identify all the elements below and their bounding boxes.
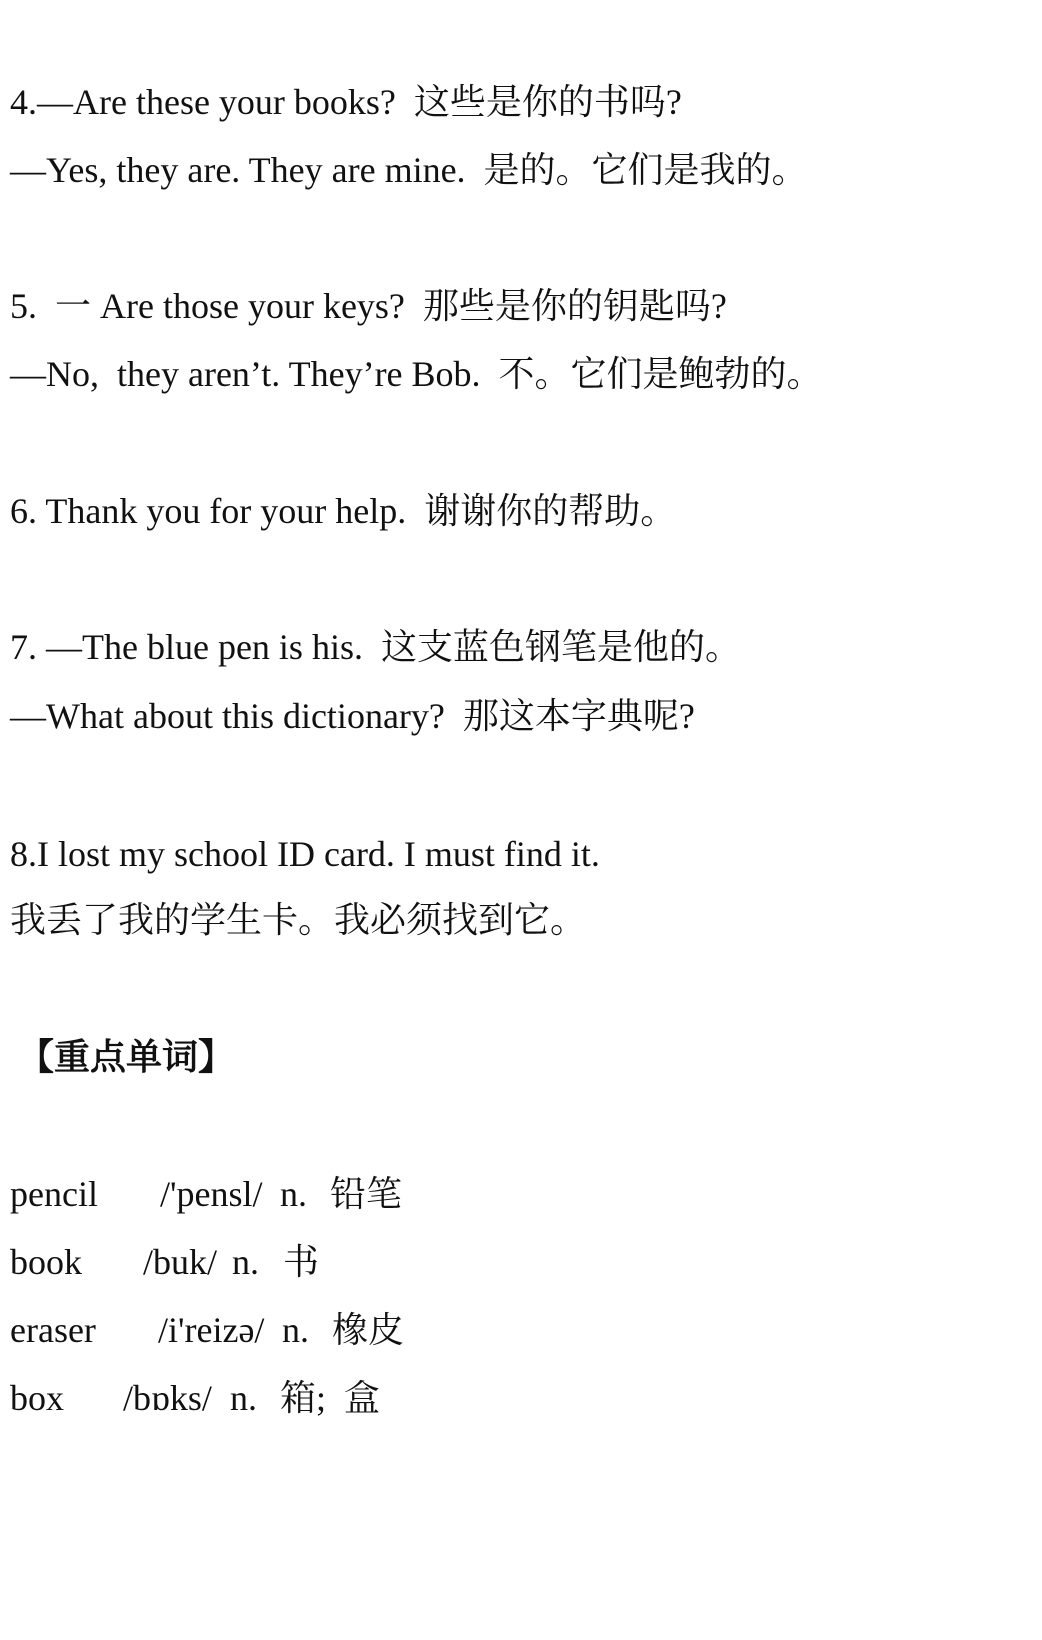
vocab-meaning: 书 [283,1242,320,1282]
vocab-meaning: 箱; 盒 [280,1378,381,1418]
vocab-heading: 【重点单词】 [18,1037,235,1078]
vocab-phonetic: /bɒks/ [123,1378,212,1418]
vocab-pos: n. [232,1242,259,1282]
sentence-8-chinese: 我丢了我的学生卡。我必须找到它。 [10,900,587,940]
vocab-word: pencil [10,1174,98,1214]
vocab-word: book [10,1242,82,1282]
vocab-row-book [10,1240,610,1284]
sentence-6-text: 6. Thank you for your help. 谢谢你的帮助。 [10,491,677,531]
sentence-4-answer: —Yes, they are. They are mine. 是的。它们是我的。 [10,150,808,190]
sentence-7-statement: 7. —The blue pen is his. 这支蓝色钢笔是他的。 [10,627,741,667]
vocab-phonetic: /i'reizə/ [158,1310,265,1350]
vocab-phonetic: /buk/ [143,1242,218,1282]
sentence-4-question: 4.—Are these your books? 这些是你的书吗? [10,82,682,122]
vocab-pos: n. [280,1174,307,1214]
sentence-7-question: —What about this dictionary? 那这本字典呢? [10,696,695,736]
vocab-phonetic: /'pensl/ [160,1174,263,1214]
vocab-row-eraser [10,1308,610,1352]
vocab-meaning: 橡皮 [332,1310,405,1350]
vocab-pos: n. [282,1310,309,1350]
sentence-8-english: 8.I lost my school ID card. I must find it. [10,834,600,874]
vocab-meaning: 铅笔 [330,1174,403,1214]
vocab-row-box [10,1376,610,1420]
sentence-5-question: 5. 一 Are those your keys? 那些是你的钥匙吗? [10,286,727,326]
vocab-word: eraser [10,1310,96,1350]
vocab-row-pencil [10,1172,610,1216]
vocab-word: box [10,1378,64,1418]
sentence-5-answer: —No, they aren’t. They’re Bob. 不。它们是鲍勃的。 [10,354,823,394]
vocab-pos: n. [230,1378,257,1418]
